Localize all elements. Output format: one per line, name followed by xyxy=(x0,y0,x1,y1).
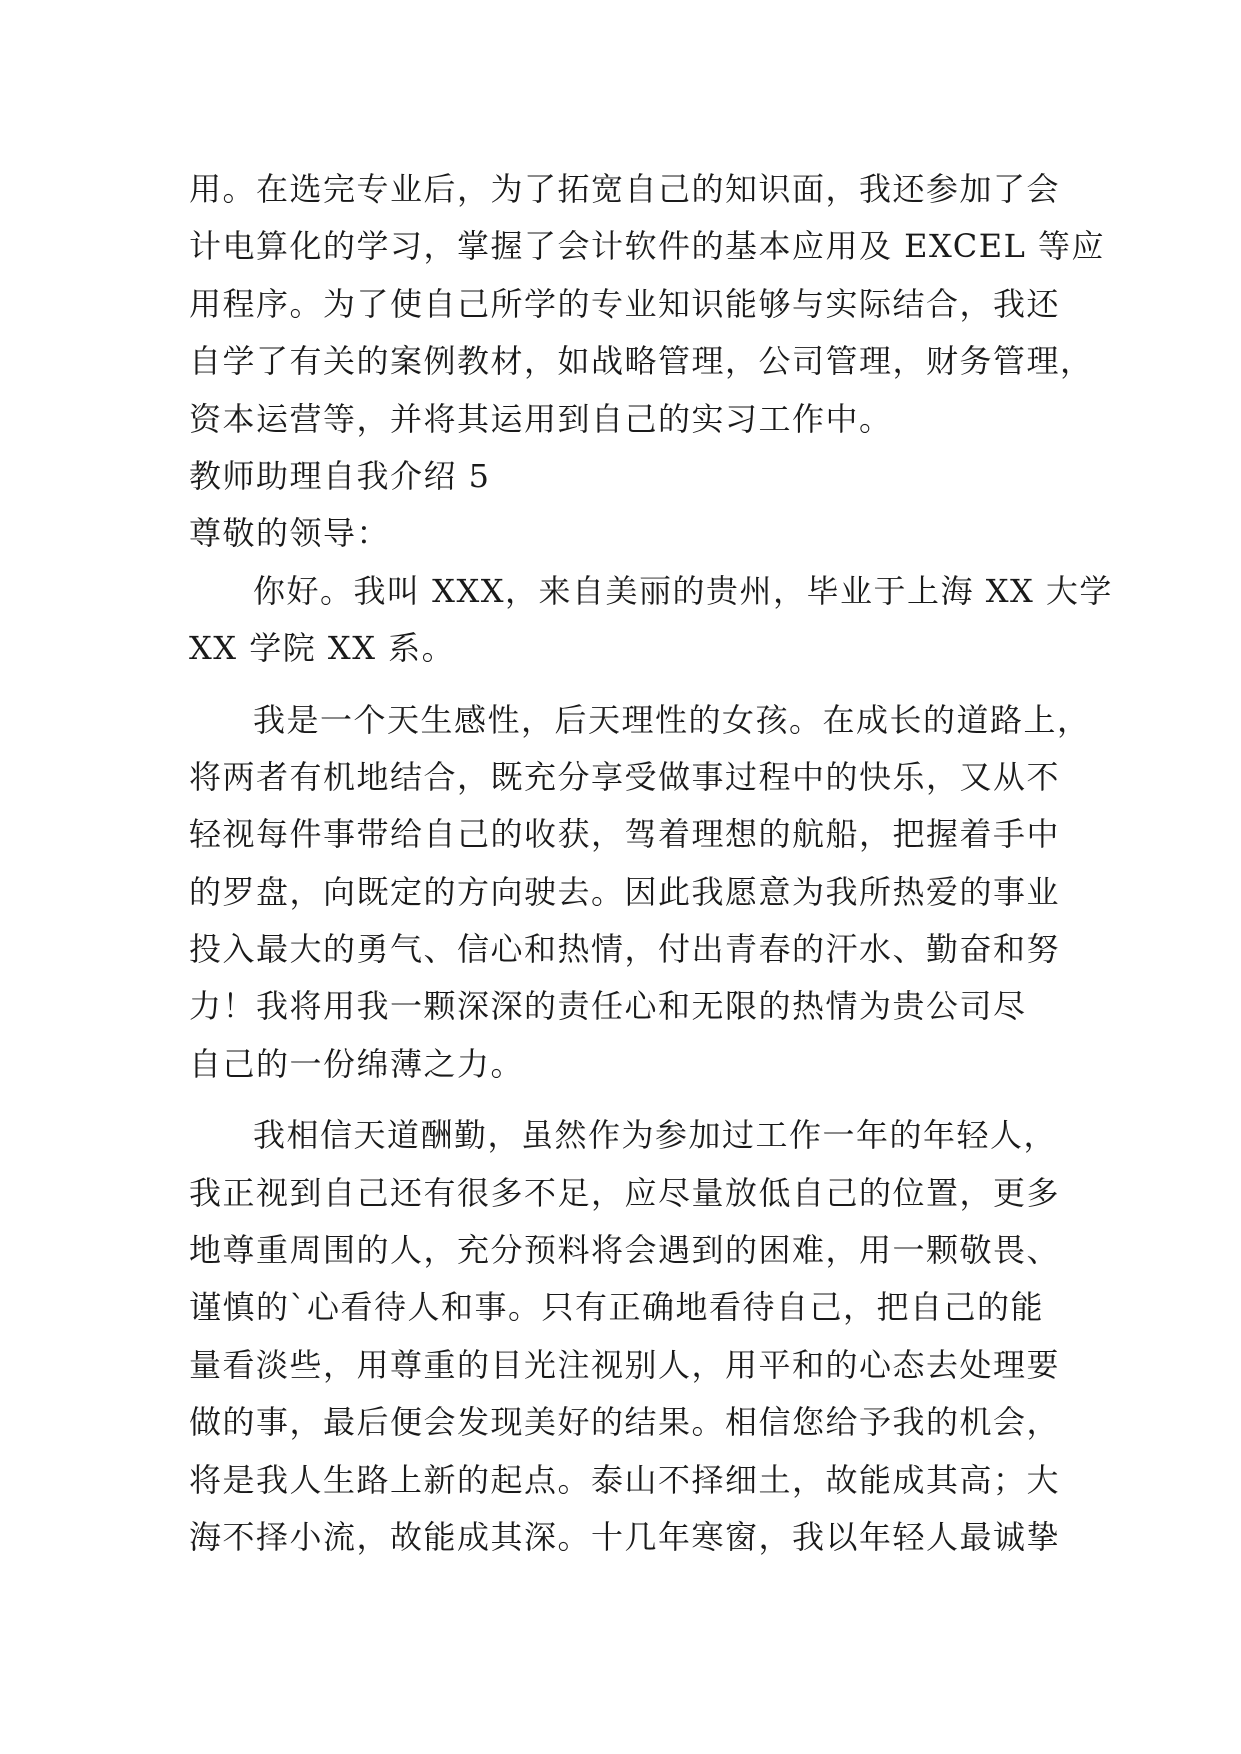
text-line: 轻视每件事带给自己的收获，驾着理想的航船，把握着手中 xyxy=(189,815,1061,854)
text-line: XX 学院 XX 系。 xyxy=(189,629,456,668)
text-line: 用。在选完专业后，为了拓宽自己的知识面，我还参加了会 xyxy=(189,170,1061,208)
text-line: 力！我将用我一颗深深的责任心和无限的热情为贵公司尽 xyxy=(189,987,1027,1026)
paragraph-3 xyxy=(189,692,1091,1094)
text-line: 做的事，最后便会发现美好的结果。相信您给予我的机会， xyxy=(189,1403,1061,1442)
text-line: 我相信天道酬勤，虽然作为参加过工作一年的年轻人， xyxy=(253,1116,1058,1155)
text-line: 谨慎的`心看待人和事。只有正确地看待自己，把自己的能 xyxy=(189,1288,1045,1327)
text-line: 将两者有机地结合，既充分享受做事过程中的快乐，又从不 xyxy=(189,757,1061,796)
salutation: 尊敬的领导： xyxy=(189,514,391,553)
text-line: 海不择小流，故能成其深。十几年寒窗，我以年轻人最诚挚 xyxy=(189,1517,1061,1556)
paragraph-4 xyxy=(189,1107,1059,1566)
text-line: 量看淡些，用尊重的目光注视别人，用平和的心态去处理要 xyxy=(189,1345,1061,1384)
text-line: 资本运营等，并将其运用到自己的实习工作中。 xyxy=(189,399,893,438)
document-page xyxy=(189,161,1113,1566)
section-heading: 教师助理自我介绍 5 xyxy=(189,456,491,495)
text-line: 用程序。为了使自己所学的专业知识能够与实际结合，我还 xyxy=(189,284,1061,323)
text-line: 地尊重周围的人，充分预料将会遇到的困难，用一颗敬畏、 xyxy=(189,1231,1061,1270)
paragraph-2 xyxy=(189,563,1113,678)
text-line: 我正视到自己还有很多不足，应尽量放低自己的位置，更多 xyxy=(189,1173,1061,1212)
text-line: 你好。我叫 XXX，来自美丽的贵州，毕业于上海 XX 大学 xyxy=(253,571,1113,610)
paragraph-1 xyxy=(189,161,1106,448)
text-line: 自己的一份绵薄之力。 xyxy=(189,1044,525,1083)
text-line: 将是我人生路上新的起点。泰山不择细土，故能成其高；大 xyxy=(189,1460,1061,1499)
text-line: 我是一个天生感性，后天理性的女孩。在成长的道路上， xyxy=(253,700,1091,739)
text-line: 的罗盘，向既定的方向驶去。因此我愿意为我所热爱的事业 xyxy=(189,872,1061,911)
text-line: 投入最大的勇气、信心和热情，付出青春的汗水、勤奋和努 xyxy=(189,930,1061,969)
text-line: 自学了有关的案例教材，如战略管理，公司管理，财务管理， xyxy=(189,342,1094,381)
text-line: 计电算化的学习，掌握了会计软件的基本应用及 EXCEL 等应 xyxy=(189,227,1106,266)
